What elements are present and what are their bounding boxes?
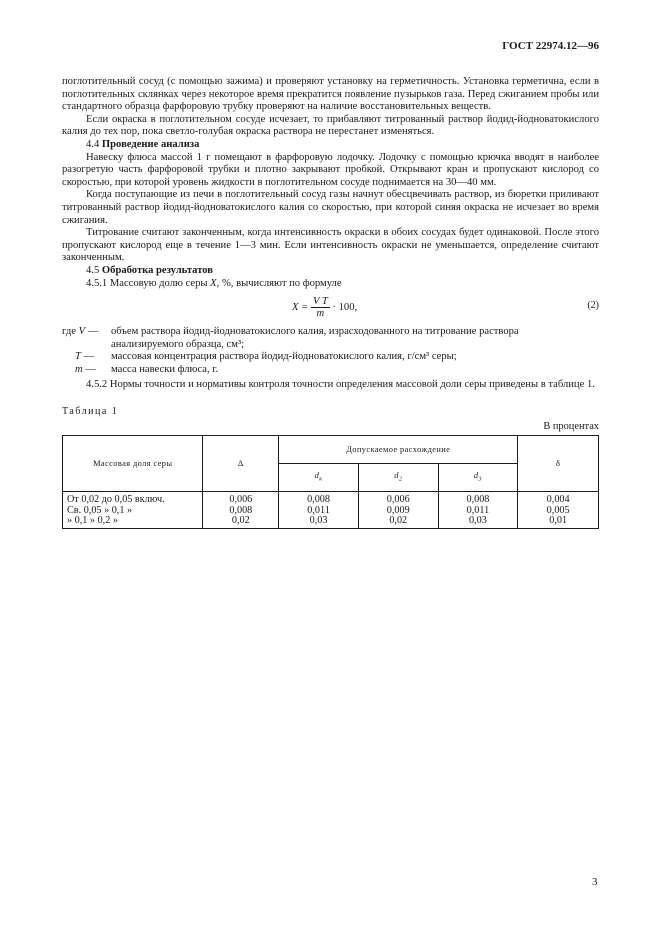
definition-symbol: T — — [75, 351, 95, 363]
paragraph-formula-intro — [62, 278, 599, 291]
table-units: В процентах — [543, 420, 599, 432]
table-cell-delta: 0,006 0,008 0,02 — [203, 492, 279, 529]
table-cell-d2: 0,006 0,009 0,02 — [358, 492, 438, 529]
paragraph: Если окраска в поглотительном сосуде исчезает, то прибавляют титрованный раствор йодид-йодноватокислого калия до тех пор, пока светло-голубая окраска раствора не перестанет изменяться. — [62, 113, 599, 138]
table-caption: Таблица 1 — [62, 406, 119, 418]
definition-text: массовая концентрация раствора йодид-йодноватокислого калия, г/см³ серы; — [111, 351, 457, 363]
paragraph: Титрование считают законченным, когда интенсивность окраски в обоих сосудах будет одинаковой. После этого пропускают кислород еще в течение 1—3 мин. Если интенсивность окраски не уменьшается, определение считают законченным. — [62, 227, 599, 264]
document-header: ГОСТ 22974.12—96 — [502, 40, 599, 52]
column-header-delta: Δ — [203, 436, 279, 492]
definition-text: объем раствора йодид-йодноватокислого калия, израсходованного на титрование раствора анализируемого образца, см³; — [111, 326, 519, 350]
section-heading-4-5 — [62, 265, 599, 278]
variable-definitions — [62, 326, 599, 376]
formula-numerator: V T — [312, 296, 328, 308]
paragraph: Когда поступающие из печи в поглотительный сосуд газы начнут обесцвечивать раствор, из бюретки приливают титрованный раствор йодид-йодноватокислого калия со скоростью, при которой синяя окраска не исчезает во время сжигания. — [62, 189, 599, 226]
table-cell-small-delta: 0,004 0,005 0,01 — [518, 492, 599, 529]
definition-symbol: где V — — [62, 326, 99, 338]
paragraph: Навеску флюса массой 1 г помещают в фарфоровую лодочку. Лодочку с помощью крючка вводят в наиболее разогретую часть фарфоровой трубки и плотно закрывают пробкой. Открывают кран и пропускают кислород со скоростью, при которой уровень жидкости в поглотительном сосуде поднимается на 30—40 мм. — [62, 151, 599, 188]
column-header-allowed-discrepancy: Допускаемое расхождение — [279, 436, 518, 464]
column-header-d2: $d_2$ — [358, 464, 438, 492]
table-row — [63, 492, 599, 529]
section-title: Проведение анализа — [101, 138, 200, 150]
text: 4.5.1 Массовую долю серы — [86, 277, 208, 289]
formula-number: (2) — [587, 300, 599, 312]
formula-denominator: m — [316, 308, 325, 320]
formula-lhs: X = — [292, 302, 309, 314]
table-header-row — [63, 436, 599, 464]
paragraph: поглотительный сосуд (с помощью зажима) и проверяют установку на герметичность. Установка герметична, если в поглотительных склянках через некоторое время прекратится появление пузырьков газа. Перед сжиганием пробы или стандартного образца фарфоровую трубку проверяют на наличие восстановительных веществ. — [62, 76, 599, 113]
accuracy-table — [62, 435, 599, 529]
formula-fraction — [311, 296, 330, 319]
column-header-small-delta: δ — [518, 436, 599, 492]
table-cell-d3: 0,008 0,011 0,03 — [438, 492, 518, 529]
definition-item — [62, 351, 599, 364]
table-cell-dk: 0,008 0,011 0,03 — [279, 492, 359, 529]
formula-expression — [292, 296, 357, 319]
definition-item — [62, 326, 599, 351]
page-body — [62, 76, 599, 529]
section-title: Обработка результатов — [101, 264, 214, 276]
column-header-sulfur-fraction: Массовая доля серы — [63, 436, 203, 492]
definition-text: масса навески флюса, г. — [111, 363, 219, 375]
column-header-d3: $d_3$ — [438, 464, 518, 492]
table-cell-sulfur-fraction: От 0,02 до 0,05 включ. Св. 0,05 » 0,1 » » 0,1 » 0,2 » — [63, 492, 203, 529]
section-number: 4.4 — [86, 138, 100, 150]
section-number: 4.5 — [86, 264, 100, 276]
definition-symbol: m — — [75, 363, 96, 375]
page-number: 3 — [592, 876, 598, 888]
definition-item — [62, 364, 599, 377]
text: , %, вычисляют по формуле — [216, 277, 342, 289]
variable: X — [210, 277, 217, 289]
paragraph: 4.5.2 Нормы точности и нормативы контроля точности определения массовой доли серы приведены в таблице 1. — [86, 379, 595, 391]
formula-rhs: · 100, — [332, 302, 358, 314]
column-header-dk: $d_к$ — [279, 464, 359, 492]
section-heading-4-4 — [62, 139, 599, 152]
formula — [62, 294, 599, 322]
